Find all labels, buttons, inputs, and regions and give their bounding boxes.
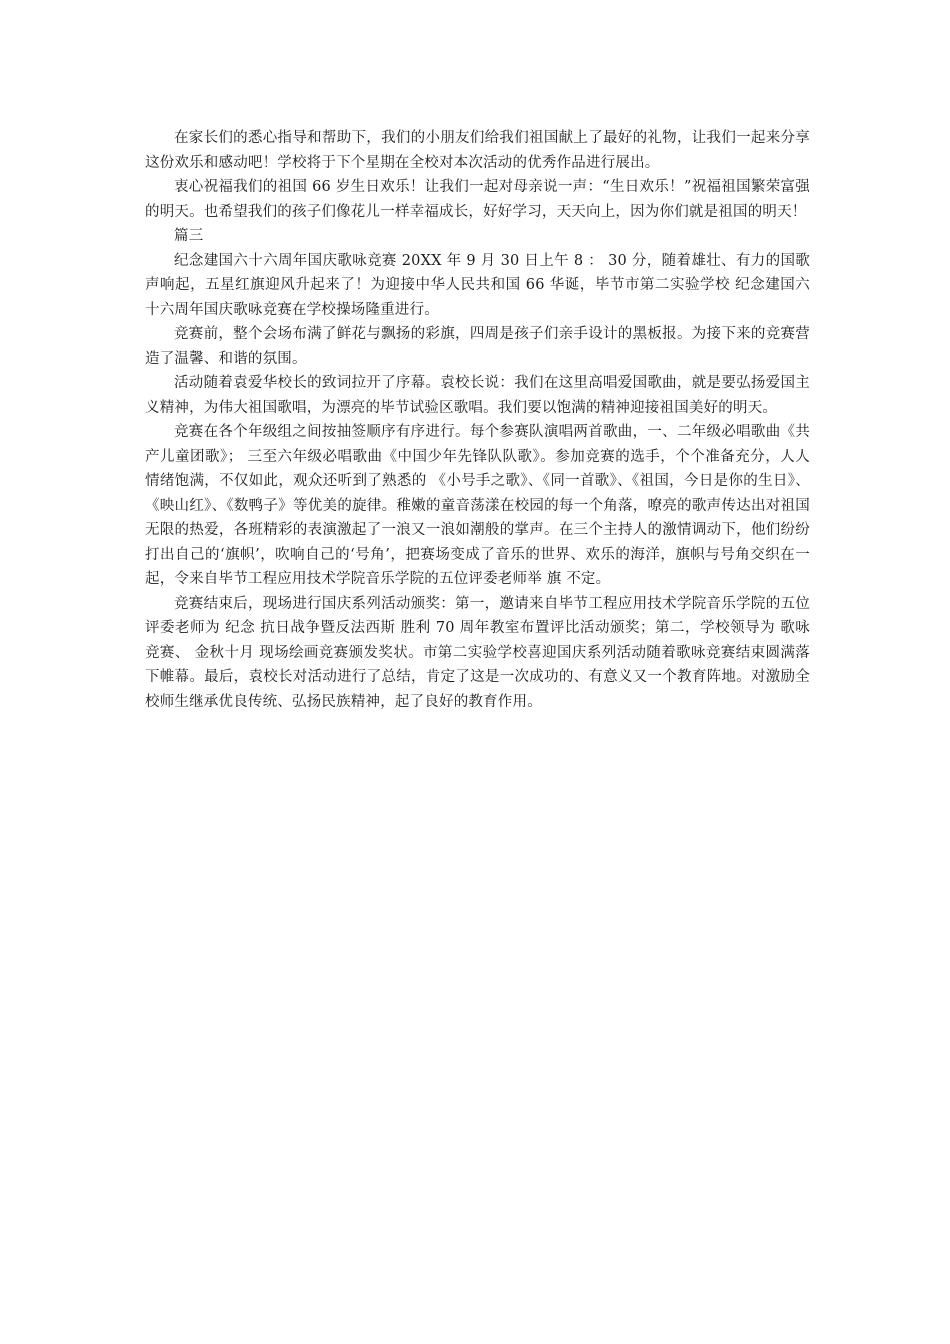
paragraph-section-5: 竞赛结束后，现场进行国庆系列活动颁奖：第一，邀请来自毕节工程应用技术学院音乐学院的五位评委老师为 纪念 抗日战争暨反法西斯 胜利 70 周年教室布置评比活动颁奖；第二，学校领导为 歌咏竞赛、 金秋十月 现场绘画竞赛颁发奖状。市第二实验学校喜迎国庆系列活动随着歌咏竞赛结束圆满落下帷幕。最后，袁校长对活动进行了总结，肯定了这是一次成功的、有意义又一个教育阵地。对激励全校师生继承优良传统、弘扬民族精神，起了良好的教育作用。	[145, 595, 810, 710]
section-heading: 篇三	[174, 228, 204, 244]
document-body	[145, 126, 810, 714]
paragraph-intro-2: 衷心祝福我们的祖国 66 岁生日欢乐！让我们一起对母亲说一声：“生日欢乐！”祝福祖国繁荣富强的明天。也希望我们的孩子们像花儿一样幸福成长，好好学习，天天向上，因为你们就是祖国的明天！	[145, 179, 810, 220]
paragraph-section-3: 活动随着袁爱华校长的致词拉开了序幕。袁校长说：我们在这里高唱爱国歌曲，就是要弘扬爱国主义精神，为伟大祖国歌唱，为漂亮的毕节试验区歌唱。我们要以饱满的精神迎接祖国美好的明天。	[145, 375, 810, 416]
paragraph-section-4: 竞赛在各个年级组之间按抽签顺序有序进行。每个参赛队演唱两首歌曲，一、二年级必唱歌曲《共产儿童团歌》； 三至六年级必唱歌曲《中国少年先锋队队歌》。参加竞赛的选手，个个准备充分，人人情绪饱满，不仅如此，观众还听到了熟悉的 《小号手之歌》、《同一首歌》、《祖国，今日是你的生日》、《映山红》、《数鸭子》等优美的旋律。稚嫩的童音荡漾在校园的每一个角落，嘹亮的歌声传达出对祖国无限的热爱，各班精彩的表演激起了一浪又一浪如潮般的掌声。在三个主持人的激情调动下，他们纷纷打出自己的‘旗帜’，吹响自己的‘号角’，把赛场变成了音乐的世界、欢乐的海洋，旗帜与号角交织在一起，令来自毕节工程应用技术学院音乐学院的五位评委老师举 旗 不定。	[145, 424, 810, 587]
paragraph-section-1: 纪念建国六十六周年国庆歌咏竞赛 20XX 年 9 月 30 日上午 8 ： 30 分，随着雄壮、有力的国歌声响起，五星红旗迎风升起来了！为迎接中华人民共和国 66 华诞，毕节市第二实验学校 纪念建国六十六周年国庆歌咏竞赛在学校操场隆重进行。	[145, 252, 810, 318]
paragraph-section-2: 竞赛前，整个会场布满了鲜花与飘扬的彩旗，四周是孩子们亲手设计的黑板报。为接下来的竞赛营造了温馨、和谐的氛围。	[145, 326, 810, 367]
paragraph-intro-1: 在家长们的悉心指导和帮助下，我们的小朋友们给我们祖国献上了最好的礼物，让我们一起来分享这份欢乐和感动吧！学校将于下个星期在全校对本次活动的优秀作品进行展出。	[145, 130, 810, 171]
